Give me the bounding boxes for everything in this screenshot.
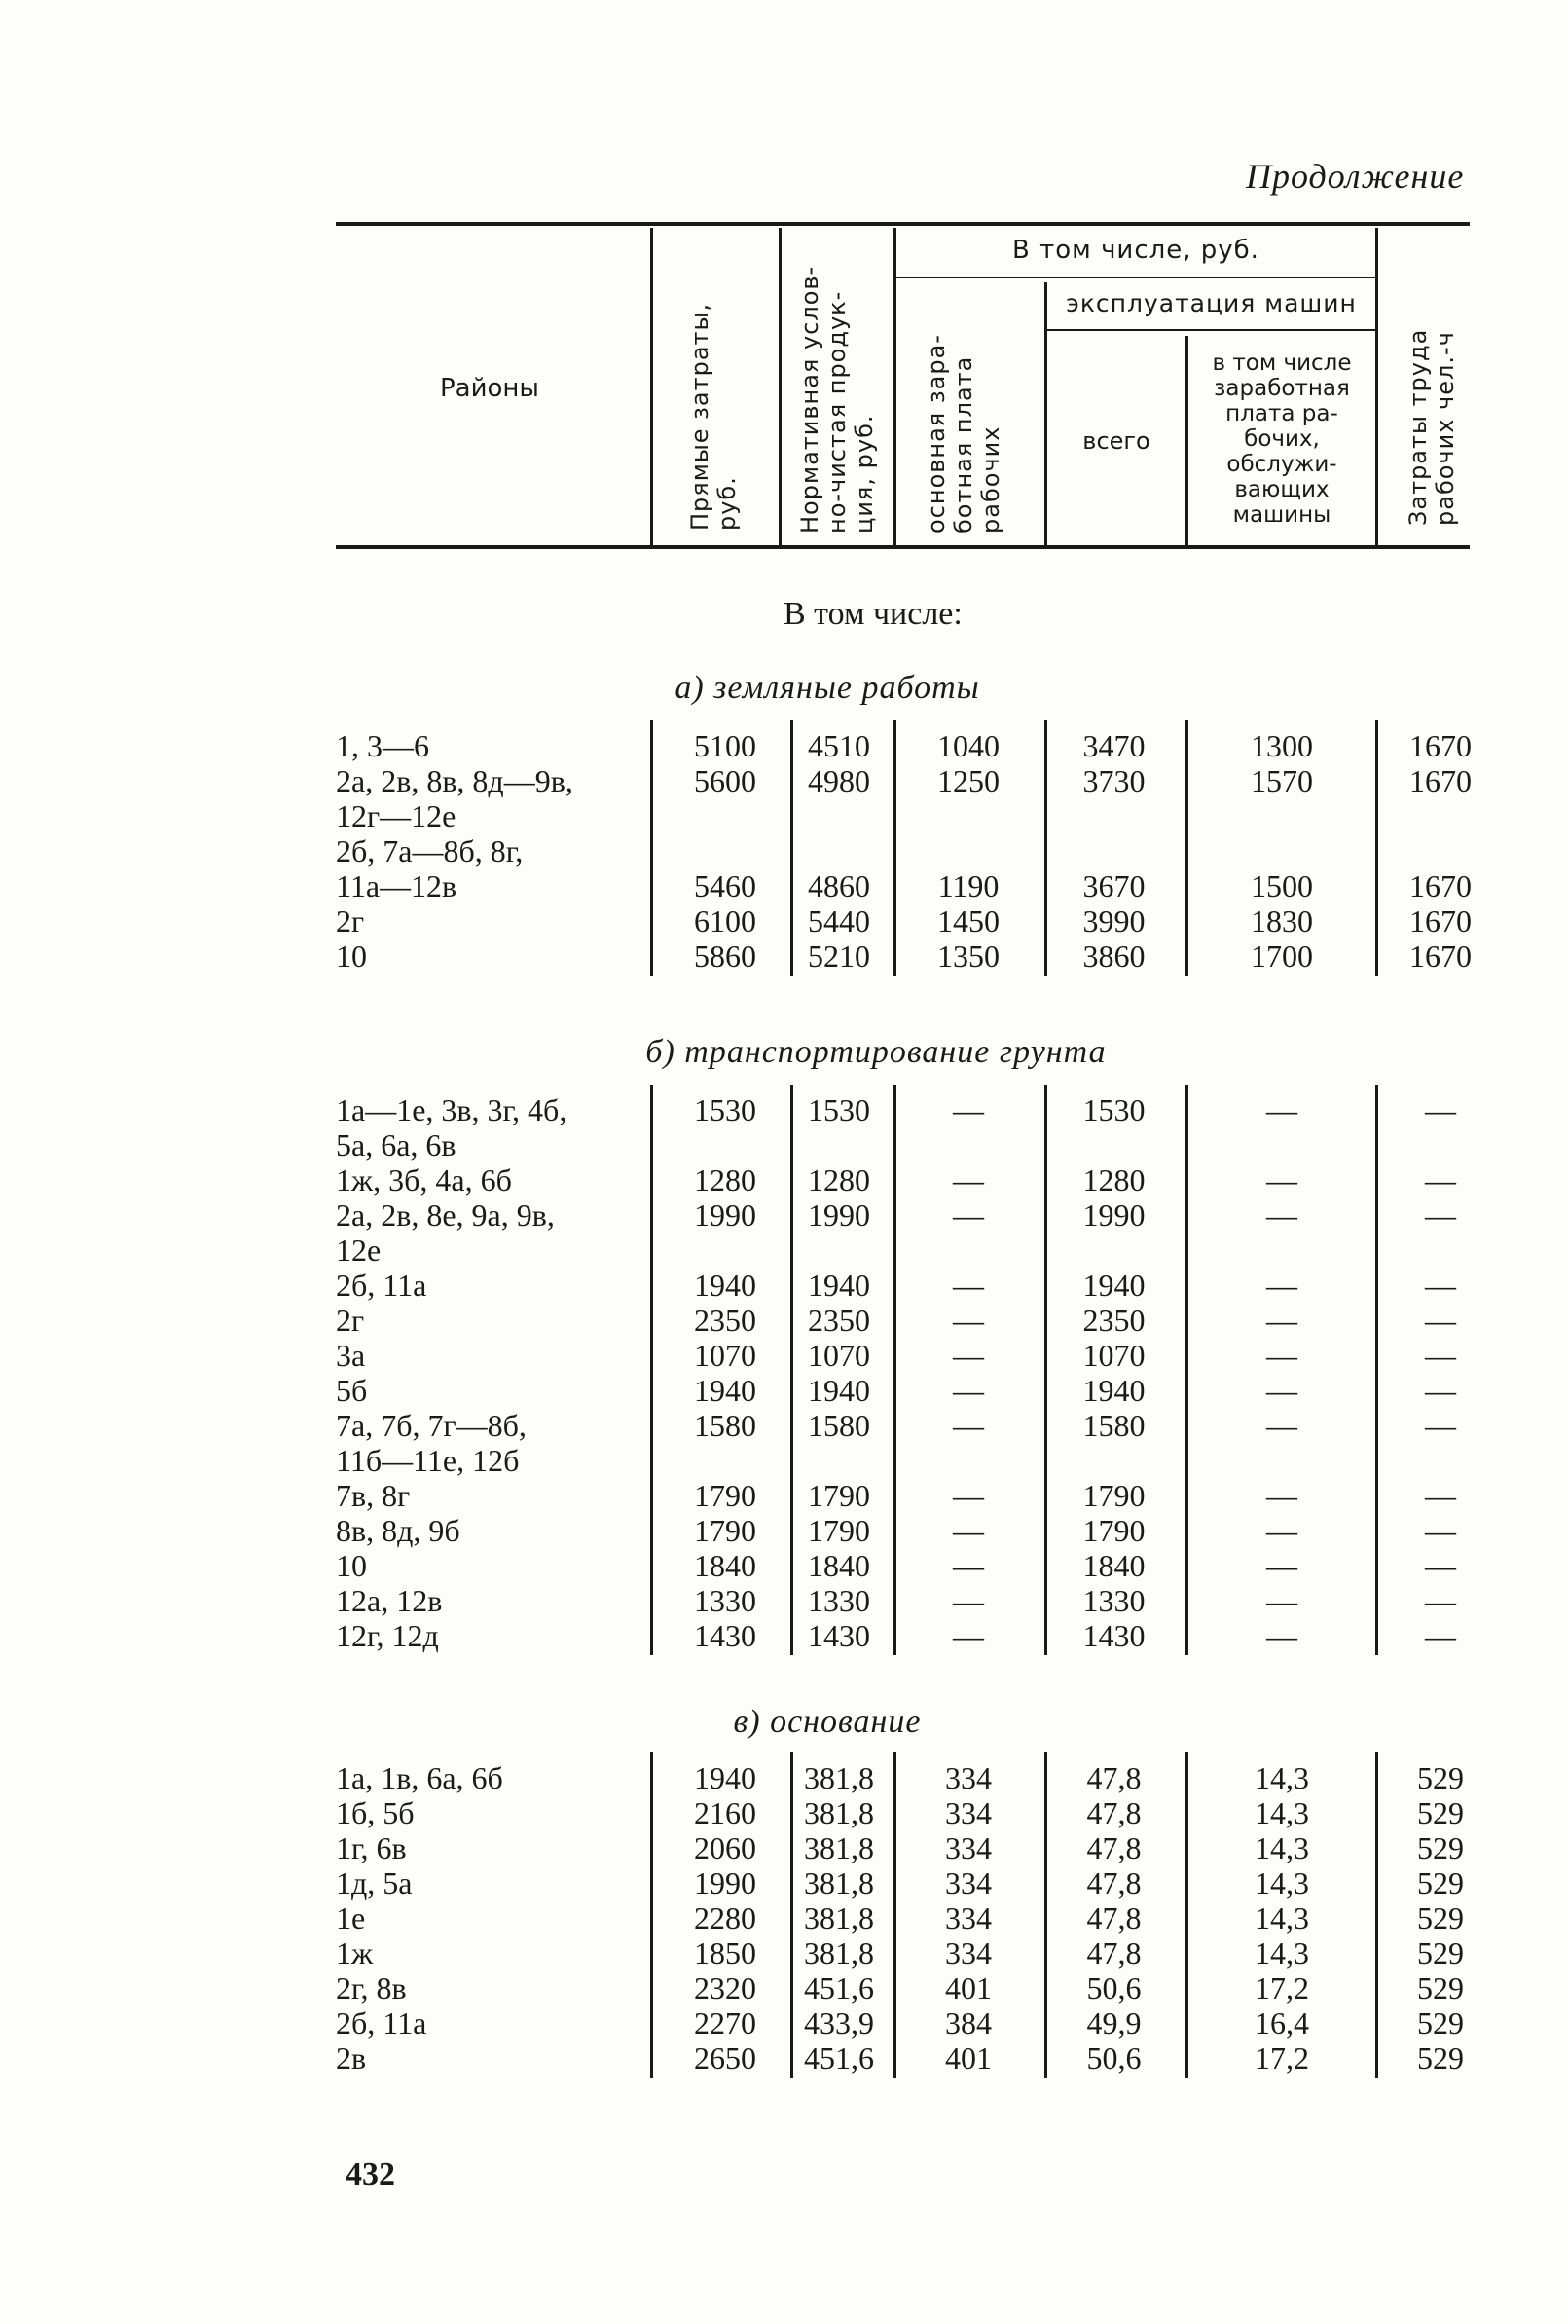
row-value-col-1: 2650 — [694, 2041, 756, 2076]
row-value-col-5: — — [1266, 1408, 1297, 1443]
header-base-wage: основная зара- ботная плата рабочих — [923, 334, 1004, 534]
row-region: 3а — [336, 1338, 366, 1373]
row-value-col-6: — — [1425, 1513, 1456, 1548]
row-region: 2а, 2в, 8в, 8д—9в, 12г—12е — [336, 763, 573, 833]
row-value-col-4: 49,9 — [1086, 2006, 1142, 2041]
page-number: 432 — [346, 2157, 395, 2193]
table-row — [0, 1936, 1568, 1971]
row-region: 1б, 5б — [336, 1795, 415, 1830]
row-value-col-4: 1070 — [1082, 1338, 1146, 1373]
row-value-col-4: 3670 — [1082, 868, 1146, 904]
row-value-col-2: 1840 — [808, 1548, 870, 1583]
table-row — [0, 763, 1568, 833]
row-value-col-2: 1580 — [808, 1408, 870, 1443]
table-row — [0, 1583, 1568, 1618]
row-value-col-5: 17,2 — [1255, 2041, 1309, 2076]
row-region: 12а, 12в — [336, 1583, 443, 1618]
row-value-col-1: 1070 — [694, 1338, 756, 1373]
table-row — [0, 1338, 1568, 1373]
row-value-col-2: 1790 — [808, 1478, 870, 1513]
table-row — [0, 1865, 1568, 1900]
row-region: 2в — [336, 2041, 367, 2076]
row-value-col-2: 381,8 — [804, 1830, 874, 1865]
row-value-col-6: 529 — [1417, 1936, 1464, 1971]
row-value-col-3: — — [953, 1338, 984, 1373]
row-region: 2б, 11а — [336, 1268, 427, 1303]
row-value-col-3: 334 — [945, 1900, 992, 1936]
header-machine-ops: эксплуатация машин — [1066, 289, 1357, 317]
row-value-col-5: 14,3 — [1255, 1830, 1309, 1865]
row-value-col-5: — — [1266, 1198, 1297, 1233]
table-row — [0, 1092, 1568, 1162]
row-value-col-4: 3990 — [1082, 904, 1146, 939]
row-value-col-6: 529 — [1417, 1795, 1464, 1830]
header-divider-1 — [650, 228, 653, 545]
row-value-col-4: 47,8 — [1086, 1865, 1142, 1900]
table-row — [0, 1795, 1568, 1830]
row-value-col-6: — — [1425, 1373, 1456, 1408]
table-row — [0, 1162, 1568, 1198]
row-value-col-1: 1940 — [694, 1373, 756, 1408]
header-divider-2 — [779, 228, 782, 545]
row-region: 12г, 12д — [336, 1618, 439, 1653]
row-value-col-3: — — [953, 1478, 984, 1513]
table-row — [0, 1408, 1568, 1478]
row-value-col-2: 381,8 — [804, 1900, 874, 1936]
header-total: всего — [1082, 427, 1150, 455]
row-value-col-1: 6100 — [694, 904, 756, 939]
table-row — [0, 1900, 1568, 1936]
row-region: 7а, 7б, 7г—8б, 11б—11е, 12б — [336, 1408, 527, 1478]
row-value-col-6: — — [1425, 1338, 1456, 1373]
row-value-col-3: 1190 — [937, 868, 1000, 904]
row-value-col-6: — — [1425, 1162, 1456, 1198]
row-value-col-4: 3730 — [1082, 763, 1146, 798]
row-value-col-5: 1700 — [1251, 939, 1313, 974]
row-value-col-4: 1280 — [1082, 1162, 1146, 1198]
row-value-col-6: — — [1425, 1303, 1456, 1338]
row-region: 2б, 11а — [336, 2006, 427, 2041]
row-value-col-3: — — [953, 1092, 984, 1127]
header-incl-wage: в том числе заработная плата ра- бочих, обслужи- вающих машины — [1212, 350, 1352, 528]
row-value-col-1: 1530 — [694, 1092, 756, 1127]
table-row — [0, 939, 1568, 974]
row-value-col-3: — — [953, 1408, 984, 1443]
row-value-col-3: — — [953, 1618, 984, 1653]
row-value-col-2: 1430 — [808, 1618, 870, 1653]
row-value-col-6: 1670 — [1409, 728, 1472, 763]
row-value-col-4: 47,8 — [1086, 1900, 1142, 1936]
row-value-col-1: 1940 — [694, 1760, 756, 1795]
row-value-col-3: — — [953, 1513, 984, 1548]
table-row — [0, 1760, 1568, 1795]
row-value-col-1: 2320 — [694, 1971, 756, 2006]
row-region: 2г — [336, 1303, 365, 1338]
row-value-col-3: 1040 — [937, 728, 1000, 763]
row-value-col-2: 1330 — [808, 1583, 870, 1618]
row-region: 1е — [336, 1900, 366, 1936]
row-value-col-4: 1840 — [1082, 1548, 1146, 1583]
row-value-col-6: — — [1425, 1408, 1456, 1443]
row-value-col-3: 334 — [945, 1865, 992, 1900]
row-value-col-4: 2350 — [1082, 1303, 1146, 1338]
row-value-col-1: 1790 — [694, 1513, 756, 1548]
row-value-col-5: — — [1266, 1092, 1297, 1127]
row-value-col-4: 1990 — [1082, 1198, 1146, 1233]
header-divider-4 — [1044, 282, 1047, 545]
row-value-col-6: 1670 — [1409, 939, 1472, 974]
row-value-col-6: — — [1425, 1092, 1456, 1127]
row-value-col-2: 1790 — [808, 1513, 870, 1548]
row-value-col-5: 14,3 — [1255, 1865, 1309, 1900]
row-value-col-5: — — [1266, 1338, 1297, 1373]
row-value-col-5: — — [1266, 1268, 1297, 1303]
table-row — [0, 1303, 1568, 1338]
row-value-col-3: — — [953, 1373, 984, 1408]
row-value-col-3: 401 — [945, 1971, 992, 2006]
row-value-col-6: 1670 — [1409, 763, 1472, 798]
intro-text: В том числе: — [784, 596, 963, 632]
row-value-col-2: 1990 — [808, 1198, 870, 1233]
row-region: 1ж — [336, 1936, 374, 1971]
row-value-col-4: 47,8 — [1086, 1936, 1142, 1971]
table-row — [0, 1548, 1568, 1583]
row-value-col-1: 1850 — [694, 1936, 756, 1971]
row-region: 7в, 8г — [336, 1478, 411, 1513]
row-value-col-1: 1990 — [694, 1865, 756, 1900]
row-value-col-3: 334 — [945, 1830, 992, 1865]
row-value-col-2: 4510 — [808, 728, 870, 763]
row-value-col-4: 1430 — [1082, 1618, 1146, 1653]
row-value-col-5: 14,3 — [1255, 1936, 1309, 1971]
row-value-col-1: 1840 — [694, 1548, 756, 1583]
row-value-col-6: 529 — [1417, 2006, 1464, 2041]
row-value-col-2: 1940 — [808, 1268, 870, 1303]
row-value-col-3: 334 — [945, 1795, 992, 1830]
row-value-col-1: 2280 — [694, 1900, 756, 1936]
row-value-col-2: 381,8 — [804, 1936, 874, 1971]
row-value-col-4: 1940 — [1082, 1268, 1146, 1303]
table-row — [0, 1478, 1568, 1513]
row-value-col-4: 47,8 — [1086, 1830, 1142, 1865]
row-value-col-1: 5460 — [694, 868, 756, 904]
row-value-col-2: 381,8 — [804, 1760, 874, 1795]
row-value-col-5: 14,3 — [1255, 1760, 1309, 1795]
row-value-col-5: 1300 — [1251, 728, 1313, 763]
row-value-col-1: 5860 — [694, 939, 756, 974]
row-region: 1д, 5а — [336, 1865, 413, 1900]
row-value-col-6: 529 — [1417, 2041, 1464, 2076]
row-value-col-5: 16,4 — [1255, 2006, 1309, 2041]
table-row — [0, 1618, 1568, 1653]
row-value-col-5: 1830 — [1251, 904, 1313, 939]
section-title-transport: б) транспортирование грунта — [645, 1034, 1107, 1070]
row-value-col-3: 1450 — [937, 904, 1000, 939]
row-value-col-1: 1330 — [694, 1583, 756, 1618]
row-value-col-4: 47,8 — [1086, 1760, 1142, 1795]
row-region: 10 — [336, 939, 367, 974]
header-top-rule — [336, 222, 1470, 226]
header-labor: Затраты труда рабочих чел.-ч — [1404, 328, 1459, 526]
row-value-col-6: — — [1425, 1478, 1456, 1513]
row-value-col-5: — — [1266, 1373, 1297, 1408]
row-value-col-1: 1940 — [694, 1268, 756, 1303]
row-value-col-4: 1940 — [1082, 1373, 1146, 1408]
table-row — [0, 2006, 1568, 2041]
row-value-col-6: 529 — [1417, 1971, 1464, 2006]
row-value-col-6: 1670 — [1409, 868, 1472, 904]
row-region: 1а, 1в, 6а, 6б — [336, 1760, 503, 1795]
row-value-col-2: 451,6 — [804, 2041, 874, 2076]
row-value-col-1: 1990 — [694, 1198, 756, 1233]
row-value-col-3: 334 — [945, 1760, 992, 1795]
row-region: 1г, 6в — [336, 1830, 407, 1865]
row-value-col-4: 50,6 — [1086, 2041, 1142, 2076]
row-value-col-2: 433,9 — [804, 2006, 874, 2041]
row-value-col-3: 384 — [945, 2006, 992, 2041]
row-region: 1ж, 3б, 4а, 6б — [336, 1162, 512, 1198]
row-region: 8в, 8д, 9б — [336, 1513, 460, 1548]
row-value-col-4: 1580 — [1082, 1408, 1146, 1443]
table-row — [0, 728, 1568, 763]
row-value-col-6: 529 — [1417, 1865, 1464, 1900]
header-bottom-rule — [336, 545, 1470, 549]
row-region: 10 — [336, 1548, 367, 1583]
header-divider-6 — [1375, 228, 1378, 545]
row-value-col-6: — — [1425, 1618, 1456, 1653]
row-value-col-5: — — [1266, 1478, 1297, 1513]
table-row — [0, 1513, 1568, 1548]
row-value-col-6: — — [1425, 1198, 1456, 1233]
row-value-col-5: — — [1266, 1513, 1297, 1548]
row-value-col-3: 1250 — [937, 763, 1000, 798]
row-value-col-5: 1570 — [1251, 763, 1313, 798]
row-value-col-5: 17,2 — [1255, 1971, 1309, 2006]
row-value-col-1: 1790 — [694, 1478, 756, 1513]
row-value-col-3: 401 — [945, 2041, 992, 2076]
row-value-col-1: 5100 — [694, 728, 756, 763]
table-row — [0, 833, 1568, 904]
section-title-base: в) основание — [733, 1704, 922, 1740]
row-value-col-3: — — [953, 1268, 984, 1303]
header-direct-costs: Прямые затраты, руб. — [686, 302, 741, 531]
row-value-col-4: 50,6 — [1086, 1971, 1142, 2006]
row-region: 2г, 8в — [336, 1971, 407, 2006]
table-row — [0, 1373, 1568, 1408]
row-value-col-1: 1430 — [694, 1618, 756, 1653]
row-value-col-2: 4980 — [808, 763, 870, 798]
row-value-col-1: 1280 — [694, 1162, 756, 1198]
table-row — [0, 1268, 1568, 1303]
row-value-col-1: 2350 — [694, 1303, 756, 1338]
header-subrule-1 — [896, 277, 1375, 278]
row-value-col-4: 47,8 — [1086, 1795, 1142, 1830]
row-value-col-4: 1330 — [1082, 1583, 1146, 1618]
row-value-col-3: 1350 — [937, 939, 1000, 974]
header-subrule-2 — [1047, 329, 1375, 331]
table-row — [0, 1198, 1568, 1268]
row-value-col-5: — — [1266, 1583, 1297, 1618]
row-value-col-3: — — [953, 1162, 984, 1198]
header-including: В том числе, руб. — [1012, 236, 1259, 265]
row-value-col-2: 2350 — [808, 1303, 870, 1338]
row-value-col-2: 1940 — [808, 1373, 870, 1408]
row-value-col-6: 1670 — [1409, 904, 1472, 939]
header-regions: Районы — [440, 374, 539, 403]
row-region: 2г — [336, 904, 365, 939]
row-value-col-1: 5600 — [694, 763, 756, 798]
row-value-col-1: 2160 — [694, 1795, 756, 1830]
row-value-col-2: 381,8 — [804, 1795, 874, 1830]
row-value-col-2: 4860 — [808, 868, 870, 904]
row-value-col-3: — — [953, 1303, 984, 1338]
table-row — [0, 2041, 1568, 2076]
row-value-col-4: 1530 — [1082, 1092, 1146, 1127]
row-value-col-5: — — [1266, 1548, 1297, 1583]
row-region: 2а, 2в, 8е, 9а, 9в, 12е — [336, 1198, 555, 1268]
table-row — [0, 904, 1568, 939]
row-value-col-1: 2060 — [694, 1830, 756, 1865]
row-value-col-2: 5440 — [808, 904, 870, 939]
row-value-col-4: 3470 — [1082, 728, 1146, 763]
row-value-col-5: — — [1266, 1162, 1297, 1198]
table-row — [0, 1830, 1568, 1865]
row-value-col-4: 1790 — [1082, 1513, 1146, 1548]
row-region: 1, 3—6 — [336, 728, 429, 763]
row-value-col-1: 2270 — [694, 2006, 756, 2041]
row-value-col-5: — — [1266, 1303, 1297, 1338]
section-title-earthworks: а) земляные работы — [675, 670, 980, 706]
row-value-col-2: 451,6 — [804, 1971, 874, 2006]
row-value-col-4: 1790 — [1082, 1478, 1146, 1513]
row-value-col-6: — — [1425, 1548, 1456, 1583]
row-value-col-6: — — [1425, 1268, 1456, 1303]
row-value-col-3: — — [953, 1583, 984, 1618]
row-value-col-2: 5210 — [808, 939, 870, 974]
row-value-col-2: 1530 — [808, 1092, 870, 1127]
continuation-label: Продолжение — [1246, 157, 1465, 196]
row-value-col-6: 529 — [1417, 1830, 1464, 1865]
row-value-col-2: 381,8 — [804, 1865, 874, 1900]
row-value-col-6: 529 — [1417, 1760, 1464, 1795]
row-value-col-5: 1500 — [1251, 868, 1313, 904]
row-value-col-2: 1070 — [808, 1338, 870, 1373]
row-value-col-5: — — [1266, 1618, 1297, 1653]
row-region: 1а—1е, 3в, 3г, 4б, 5а, 6а, 6в — [336, 1092, 567, 1162]
row-value-col-6: — — [1425, 1583, 1456, 1618]
row-value-col-1: 1580 — [694, 1408, 756, 1443]
row-region: 2б, 7а—8б, 8г, 11а—12в — [336, 833, 524, 904]
row-value-col-2: 1280 — [808, 1162, 870, 1198]
row-value-col-3: 334 — [945, 1936, 992, 1971]
header-normative: Нормативная услов- но-чистая продук- ция, руб. — [796, 265, 878, 534]
row-value-col-6: 529 — [1417, 1900, 1464, 1936]
row-region: 5б — [336, 1373, 368, 1408]
row-value-col-4: 3860 — [1082, 939, 1146, 974]
row-value-col-3: — — [953, 1198, 984, 1233]
header-divider-3 — [893, 228, 896, 545]
row-value-col-3: — — [953, 1548, 984, 1583]
table-row — [0, 1971, 1568, 2006]
row-value-col-5: 14,3 — [1255, 1795, 1309, 1830]
row-value-col-5: 14,3 — [1255, 1900, 1309, 1936]
